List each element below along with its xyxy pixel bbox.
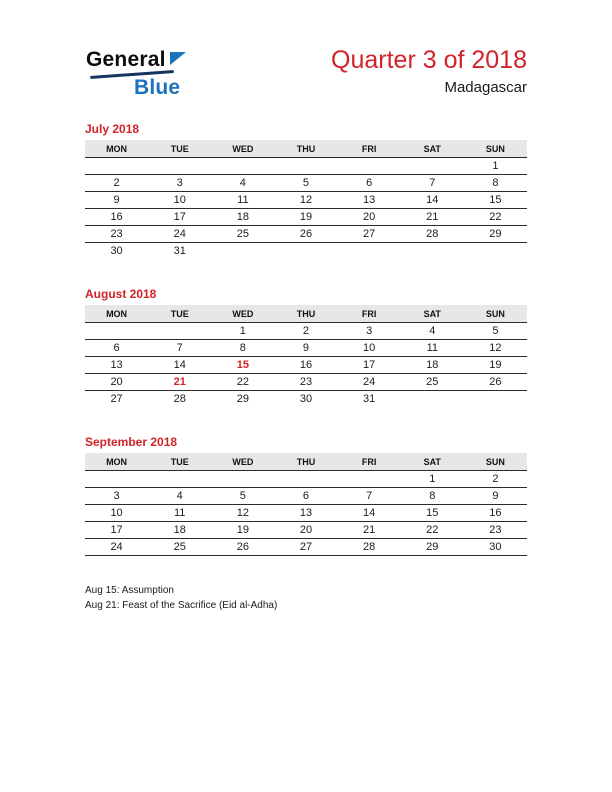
calendar-table: [85, 453, 527, 556]
empty-day-cell: [85, 471, 148, 488]
weekday-header: SAT: [401, 305, 464, 323]
day-cell: 14: [401, 192, 464, 209]
empty-day-cell: [85, 158, 148, 175]
week-row: [85, 209, 527, 226]
weekday-header: WED: [211, 140, 274, 158]
day-cell: 29: [464, 226, 527, 243]
weekday-header: SUN: [464, 453, 527, 471]
logo: [86, 48, 186, 100]
day-cell: 14: [148, 357, 211, 374]
empty-day-cell: [211, 243, 274, 260]
weekday-header: MON: [85, 140, 148, 158]
day-cell: 2: [464, 471, 527, 488]
week-row: [85, 243, 527, 260]
empty-day-cell: [401, 391, 464, 408]
day-cell: 27: [110, 393, 123, 405]
empty-day-cell: [211, 158, 274, 175]
day-cell: 29: [236, 393, 249, 405]
empty-day-cell: [274, 158, 337, 175]
day-cell: 28: [173, 393, 186, 405]
weekday-header: SUN: [464, 140, 527, 158]
day-cell: 15: [211, 357, 274, 374]
weekday-header: FRI: [338, 140, 401, 158]
day-cell: 23: [274, 374, 337, 391]
day-cell: 9: [85, 192, 148, 209]
day-cell: 16: [85, 209, 148, 226]
day-cell: 15: [464, 192, 527, 209]
day-cell: 17: [148, 209, 211, 226]
month-section: [85, 122, 527, 259]
day-cell: 15: [401, 505, 464, 522]
day-cell: 4: [401, 323, 464, 340]
day-cell: 19: [211, 522, 274, 539]
day-cell: 1: [211, 323, 274, 340]
day-cell: 6: [274, 488, 337, 505]
day-cell: 13: [274, 505, 337, 522]
day-cell: 19: [464, 357, 527, 374]
day-cell: 20: [338, 209, 401, 226]
day-cell: 22: [401, 522, 464, 539]
week-row: [85, 374, 527, 391]
month-title: September 2018: [85, 435, 178, 449]
day-cell: 28: [338, 539, 401, 556]
day-cell: 12: [274, 192, 337, 209]
weekday-header: TUE: [148, 453, 211, 471]
day-cell: 31: [173, 245, 186, 257]
notes: [85, 584, 527, 613]
day-cell: 3: [85, 488, 148, 505]
day-cell: 23: [85, 226, 148, 243]
day-cell: 9: [464, 488, 527, 505]
header: [331, 46, 527, 96]
week-row: [85, 391, 527, 408]
day-cell: 30: [110, 245, 123, 257]
day-cell: 11: [211, 192, 274, 209]
day-cell: 6: [338, 175, 401, 192]
day-cell: 11: [148, 505, 211, 522]
day-cell: 30: [299, 393, 313, 405]
day-cell: 26: [274, 226, 337, 243]
empty-day-cell: [401, 243, 464, 260]
day-cell: 3: [338, 323, 401, 340]
day-cell: 20: [274, 522, 337, 539]
weekday-header: THU: [274, 140, 337, 158]
day-cell: 5: [211, 488, 274, 505]
weekday-header: MON: [85, 305, 148, 323]
empty-day-cell: [338, 158, 401, 175]
empty-day-cell: [464, 243, 527, 260]
week-row: [85, 471, 527, 488]
weekday-header: SUN: [464, 305, 527, 323]
day-cell: 18: [211, 209, 274, 226]
calendar-body: [85, 158, 527, 260]
calendar-table: [85, 305, 527, 407]
day-cell: 5: [274, 175, 337, 192]
day-cell: 10: [85, 505, 148, 522]
empty-day-cell: [464, 391, 527, 408]
day-cell: 18: [148, 522, 211, 539]
day-cell: 27: [274, 539, 337, 556]
weekday-header: THU: [274, 453, 337, 471]
logo-text-general: General: [86, 48, 166, 71]
day-cell: 23: [464, 522, 527, 539]
empty-day-cell: [211, 471, 274, 488]
week-row: [85, 357, 527, 374]
day-cell: 21: [148, 374, 211, 391]
week-row: [85, 323, 527, 340]
day-cell: 24: [148, 226, 211, 243]
day-cell: 3: [148, 175, 211, 192]
day-cell: 18: [401, 357, 464, 374]
weekday-header: FRI: [338, 453, 401, 471]
note-line: Aug 15: Assumption: [85, 585, 174, 596]
day-cell: 25: [401, 374, 464, 391]
empty-day-cell: [338, 471, 401, 488]
day-cell: 16: [464, 505, 527, 522]
weekday-header: TUE: [148, 305, 211, 323]
day-cell: 16: [274, 357, 337, 374]
weekday-header: TUE: [148, 140, 211, 158]
empty-day-cell: [148, 158, 211, 175]
day-cell: 26: [211, 539, 274, 556]
day-cell: 20: [85, 374, 148, 391]
day-cell: 12: [211, 505, 274, 522]
week-row: [85, 226, 527, 243]
day-cell: 4: [148, 488, 211, 505]
weekday-header: THU: [274, 305, 337, 323]
week-row: [85, 175, 527, 192]
weekday-header: FRI: [338, 305, 401, 323]
week-row: [85, 539, 527, 556]
day-cell: 13: [85, 357, 148, 374]
week-row: [85, 158, 527, 175]
page-subtitle: Madagascar: [444, 79, 527, 96]
empty-day-cell: [274, 243, 337, 260]
day-cell: 25: [148, 539, 211, 556]
day-cell: 7: [148, 340, 211, 357]
empty-day-cell: [148, 323, 211, 340]
empty-day-cell: [401, 158, 464, 175]
logo-line1: [86, 48, 186, 72]
day-cell: 17: [338, 357, 401, 374]
day-cell: 17: [85, 522, 148, 539]
calendar-table: [85, 140, 527, 259]
day-cell: 1: [401, 471, 464, 488]
week-row: [85, 192, 527, 209]
day-cell: 8: [211, 340, 274, 357]
month-section: [85, 287, 527, 407]
day-cell: 13: [338, 192, 401, 209]
day-cell: 7: [401, 175, 464, 192]
empty-day-cell: [85, 323, 148, 340]
day-cell: 11: [401, 340, 464, 357]
month-title: August 2018: [85, 287, 157, 301]
day-cell: 1: [464, 158, 527, 175]
weekday-header: WED: [211, 453, 274, 471]
day-cell: 28: [401, 226, 464, 243]
week-row: [85, 488, 527, 505]
day-cell: 2: [85, 175, 148, 192]
day-cell: 2: [274, 323, 337, 340]
day-cell: 19: [274, 209, 337, 226]
day-cell: 24: [85, 539, 148, 556]
month-title: July 2018: [85, 122, 140, 136]
empty-day-cell: [148, 471, 211, 488]
day-cell: 31: [363, 393, 376, 405]
day-cell: 22: [464, 209, 527, 226]
day-cell: 10: [148, 192, 211, 209]
page-title: Quarter 3 of 2018: [331, 46, 527, 74]
logo-triangle-icon: [170, 52, 186, 65]
weekday-header: MON: [85, 453, 148, 471]
day-cell: 25: [211, 226, 274, 243]
day-cell: 8: [401, 488, 464, 505]
calendar-body: [85, 471, 527, 556]
months: [85, 122, 527, 556]
week-row: [85, 505, 527, 522]
day-cell: 21: [401, 209, 464, 226]
day-cell: 26: [464, 374, 527, 391]
month-section: [85, 435, 527, 556]
note-line: Aug 21: Feast of the Sacrifice (Eid al-Adha): [85, 599, 278, 611]
logo-text-blue: Blue: [134, 75, 181, 99]
day-cell: 4: [211, 175, 274, 192]
day-cell: 7: [338, 488, 401, 505]
day-cell: 6: [85, 340, 148, 357]
day-cell: 5: [464, 323, 527, 340]
weekday-header: SAT: [401, 453, 464, 471]
day-cell: 8: [464, 175, 527, 192]
day-cell: 29: [401, 539, 464, 556]
week-row: [85, 340, 527, 357]
day-cell: 24: [338, 374, 401, 391]
day-cell: 14: [338, 505, 401, 522]
weekday-row: [85, 140, 527, 158]
weekday-row: [85, 453, 527, 471]
day-cell: 12: [464, 340, 527, 357]
day-cell: 21: [338, 522, 401, 539]
weekday-header: WED: [211, 305, 274, 323]
day-cell: 10: [338, 340, 401, 357]
day-cell: 27: [338, 226, 401, 243]
empty-day-cell: [274, 471, 337, 488]
week-row: [85, 522, 527, 539]
calendar-body: [85, 323, 527, 408]
day-cell: 30: [464, 539, 527, 556]
weekday-header: SAT: [401, 140, 464, 158]
day-cell: 9: [274, 340, 337, 357]
empty-day-cell: [338, 243, 401, 260]
weekday-row: [85, 305, 527, 323]
day-cell: 22: [211, 374, 274, 391]
content-column: [85, 122, 527, 613]
